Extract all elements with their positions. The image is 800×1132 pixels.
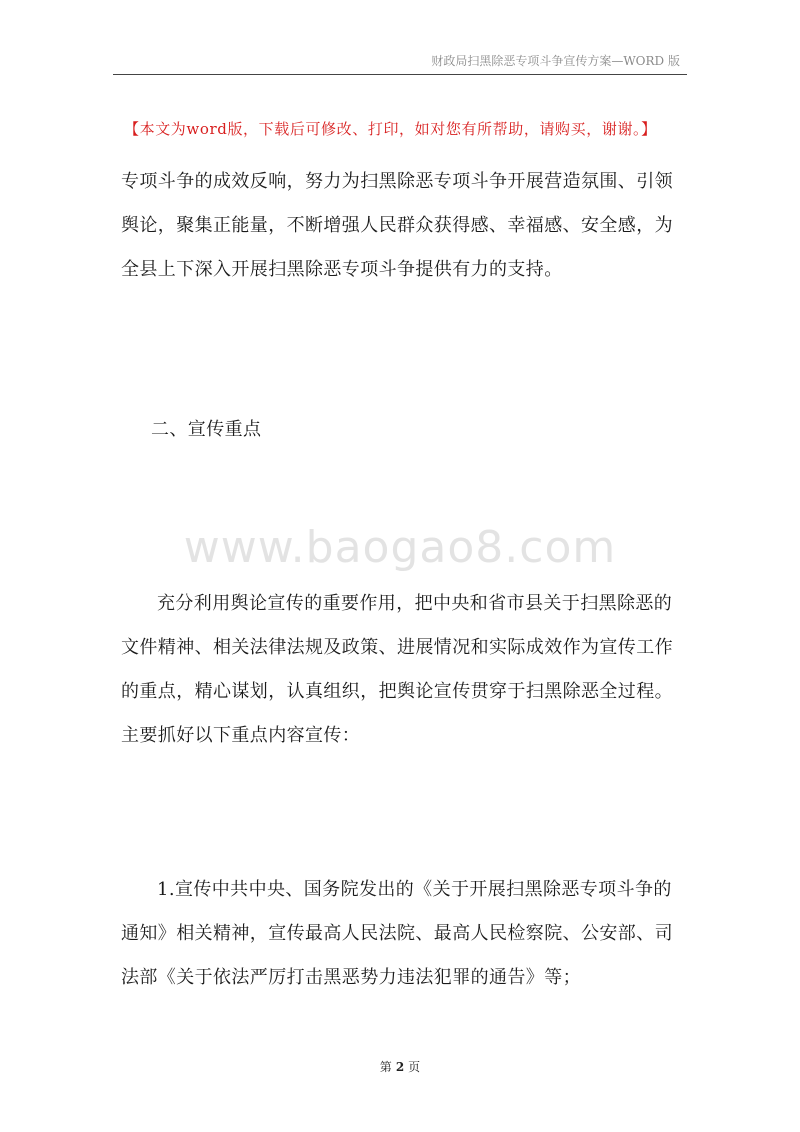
header-divider [113,74,687,75]
watermark: www.baogao8.com [183,522,617,573]
page-footer-suffix: 页 [408,1060,421,1074]
page-footer-prefix: 第 [379,1060,392,1074]
section-heading: 二、宣传重点 [151,419,262,440]
page-number: 2 [395,1060,405,1074]
body-paragraph-1: 专项斗争的成效反响，努力为扫黑除恶专项斗争开展营造氛围、引领舆论，聚集正能量，不断增强人民群众获得感、幸福感、安全感，为全县上下深入开展扫黑除恶专项斗争提供有力的支持。 [121,171,673,280]
body-paragraph-2: 充分利用舆论宣传的重要作用，把中央和省市县关于扫黑除恶的文件精神、相关法律法规及政策、进展情况和实际成效作为宣传工作的重点，精心谋划，认真组织，把舆论宣传贯穿于扫黑除恶全过程。主要抓好以下重点内容宣传： [121,593,673,746]
download-notice: 【本文为word版，下载后可修改、打印，如对您有所帮助，请购买，谢谢。】 [124,120,657,138]
document-header-title: 财政局扫黑除恶专项斗争宣传方案—WORD 版 [431,54,680,68]
body-paragraph-3: 1.宣传中共中央、国务院发出的《关于开展扫黑除恶专项斗争的通知》相关精神，宣传最高人民法院、最高人民检察院、公安部、司法部《关于依法严厉打击黑恶势力违法犯罪的通告》等； [121,879,673,988]
page-footer [0,1058,800,1075]
